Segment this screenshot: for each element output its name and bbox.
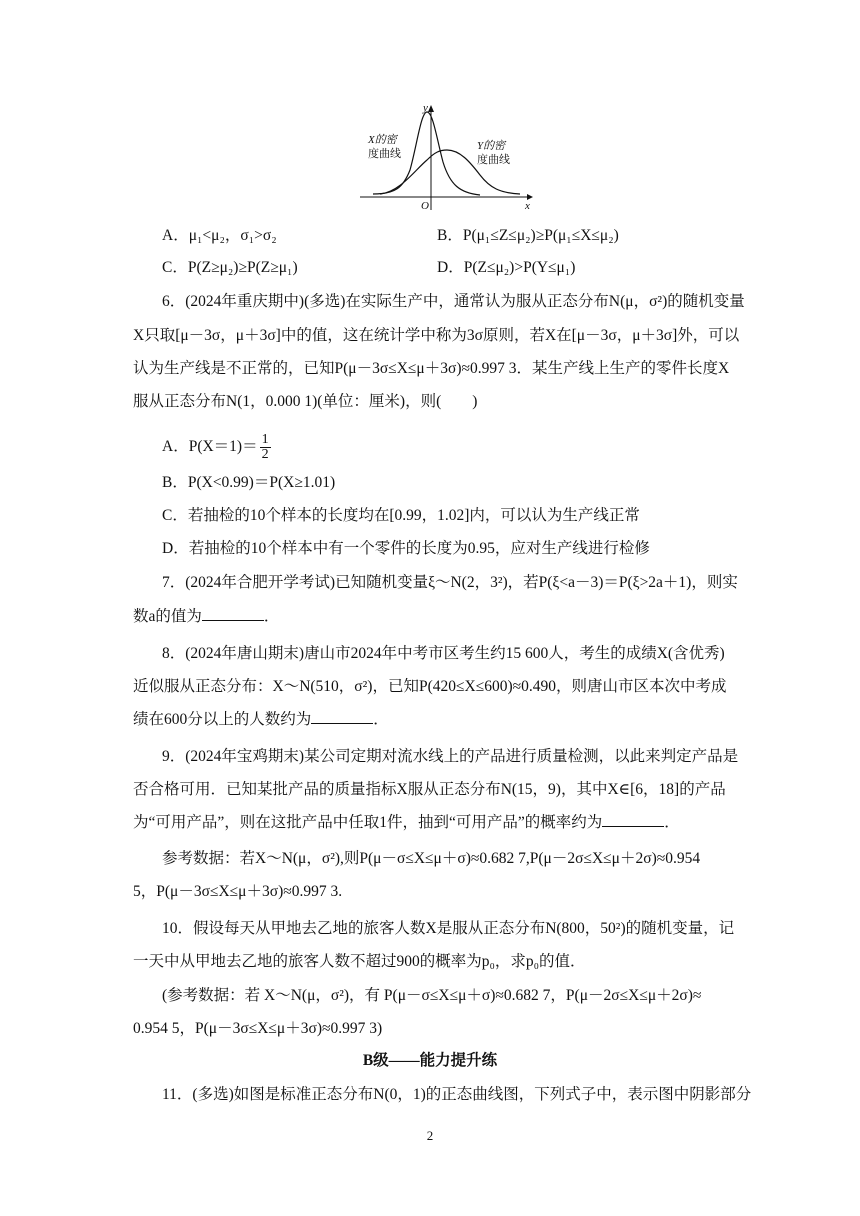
x-curve-label-1: X的密 xyxy=(368,134,397,146)
fraction-denominator: 2 xyxy=(261,447,269,462)
q5-option-c: C．P(Z≥μ₂)≥P(Z≥μ₁) xyxy=(162,259,298,276)
q9-reference-2: 5，P(μ－3σ≤X≤μ＋3σ)≈0.997 3. xyxy=(133,883,343,900)
q6-option-a-prefix: A．P(X＝1)＝ xyxy=(162,438,258,456)
q6-option-d: D．若抽检的10个样本中有一个零件的长度为0.95，应对生产线进行检修 xyxy=(162,540,650,557)
q9-line-2: 否合格可用．已知某批产品的质量指标X服从正态分布N(15，9)，其中X∈[6，18]的产品 xyxy=(133,781,726,798)
q10-reference-2: 0.954 5，P(μ－3σ≤X≤μ＋3σ)≈0.997 3) xyxy=(133,1020,383,1037)
q8-line-2: 近似服从正态分布：X～N(510，σ²)，已知P(420≤X≤600)≈0.490，则唐山市区本次中考成 xyxy=(133,678,727,695)
q10-line-1: 10．假设每天从甲地去乙地的旅客人数X是服从正态分布N(800，50²)的随机变量，记 xyxy=(162,920,735,937)
q8-line-3 xyxy=(133,709,389,731)
q6-line-2: X只取[μ－3σ，μ＋3σ]中的值，这在统计学中称为3σ原则，若X在[μ－3σ，μ＋3σ]外，可以 xyxy=(133,327,740,344)
y-curve-label-1: Y的密 xyxy=(477,140,506,152)
q8-line-3-text: 绩在600分以上的人数约为 xyxy=(133,711,312,728)
q8-line-3-end: ． xyxy=(373,711,389,728)
q6-option-a xyxy=(162,433,271,462)
q6-line-1: 6．(2024年重庆期中)(多选)在实际生产中，通常认为服从正态分布N(μ，σ²)的随机变量 xyxy=(162,293,745,310)
origin-label: O xyxy=(421,200,429,212)
q5-option-b: B．P(μ₁≤Z≤μ₂)≥P(μ₁≤X≤μ₂) xyxy=(437,227,619,244)
q8-line-1: 8．(2024年唐山期末)唐山市2024年中考市区考生约15 600人，考生的成绩X(含优秀) xyxy=(162,645,725,662)
answer-blank xyxy=(311,709,373,724)
fraction-numerator: 1 xyxy=(261,432,269,447)
q6-option-c: C．若抽检的10个样本的长度均在[0.99，1.02]内，可以认为生产线正常 xyxy=(162,507,640,524)
q9-line-3-text: 为“可用产品”，则在这批产品中任取1件，抽到“可用产品”的概率约为 xyxy=(133,814,603,831)
x-axis-label: x xyxy=(525,200,530,212)
y-axis-arrow xyxy=(428,105,434,112)
q5-option-a: A．μ₁<μ₂，σ₁>σ₂ xyxy=(162,227,277,244)
answer-blank xyxy=(602,812,664,827)
q11-line-1: 11．(多选)如图是标准正态分布N(0，1)的正态曲线图，下列式子中，表示图中阴影部分 xyxy=(162,1086,752,1103)
q9-line-3 xyxy=(133,812,680,834)
q7-line-2-text: 数a的值为 xyxy=(133,608,202,625)
q6-line-4: 服从正态分布N(1，0.000 1)(单位：厘米)，则( ) xyxy=(133,393,478,410)
q10-reference-1: (参考数据：若 X～N(μ，σ²)，有 P(μ－σ≤X≤μ＋σ)≈0.682 7，P(μ－2σ≤X≤μ＋2σ)≈ xyxy=(162,987,702,1004)
q9-reference-1: 参考数据：若X～N(μ，σ²),则P(μ－σ≤X≤μ＋σ)≈0.682 7,P(μ－2σ≤X≤μ＋2σ)≈0.954 xyxy=(162,850,701,867)
y-curve-label-2: 度曲线 xyxy=(477,154,510,166)
y-axis-label: y xyxy=(423,102,428,114)
q10-line-2: 一天中从甲地去乙地的旅客人数不超过900的概率为p₀，求p₀的值． xyxy=(133,953,586,970)
page-number: 2 xyxy=(426,1128,434,1143)
x-curve-label-2: 度曲线 xyxy=(368,148,401,160)
fraction-one-half xyxy=(260,433,271,462)
q6-line-3: 认为生产线是不正常的，已知P(μ－3σ≤X≤μ＋3σ)≈0.997 3．某生产线上生产的零件长度X xyxy=(133,360,730,377)
q5-option-d: D．P(Z≤μ₂)>P(Y≤μ₁) xyxy=(437,259,576,276)
q9-line-3-end: ． xyxy=(664,814,680,831)
q7-line-1: 7．(2024年合肥开学考试)已知随机变量ξ～N(2，3²)，若P(ξ<a－3)＝P(ξ>2a＋1)，则实 xyxy=(162,574,738,591)
section-heading: B级——能力提升练 xyxy=(362,1052,498,1069)
q6-option-b: B．P(X<0.99)＝P(X≥1.01) xyxy=(162,474,336,491)
q9-line-1: 9．(2024年宝鸡期末)某公司定期对流水线上的产品进行质量检测，以此来判定产品是 xyxy=(162,748,739,765)
answer-blank xyxy=(202,606,264,621)
q7-line-2-end: ． xyxy=(263,608,280,625)
q7-line-2 xyxy=(133,606,279,628)
density-curves-figure xyxy=(355,100,535,215)
